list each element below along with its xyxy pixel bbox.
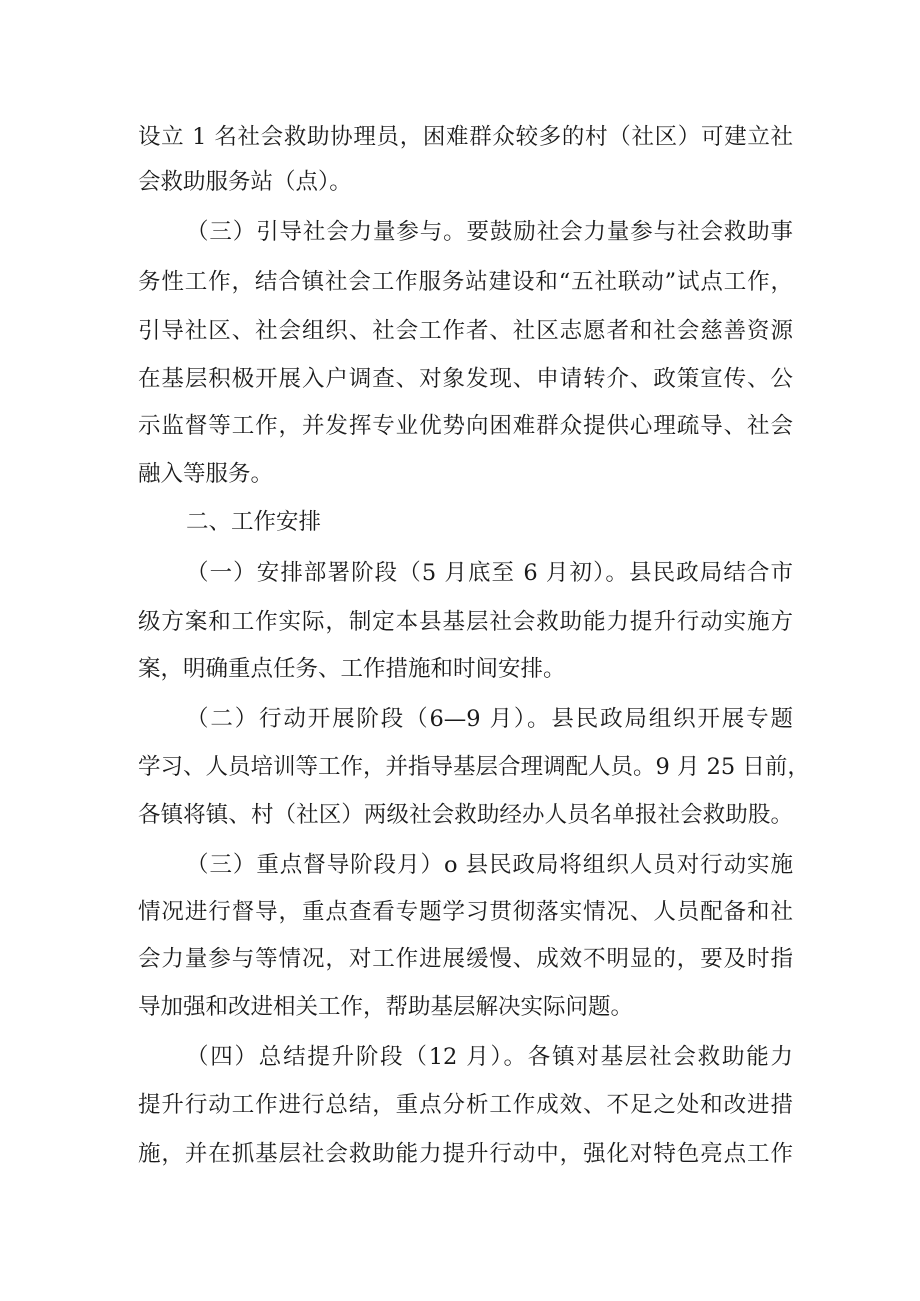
text-line: 级方案和工作实际，制定本县基层社会救助能力提升行动实施方 bbox=[138, 609, 793, 635]
text-line: （四）总结提升阶段（12 月）。各镇对基层社会救助能力 bbox=[186, 1044, 793, 1070]
text-line: 设立 1 名社会救助协理员，困难群众较多的村（社区）可建立社 bbox=[138, 124, 793, 150]
text-line: 融入等服务。 bbox=[138, 461, 274, 487]
text-line: （三）重点督导阶段月）o 县民政局将组织人员对行动实施 bbox=[186, 852, 793, 878]
text-line: 引导社区、社会组织、社会工作者、社区志愿者和社会慈善资源 bbox=[138, 318, 793, 344]
text-line: （二）行动开展阶段（6—9 月）。县民政局组织开展专题 bbox=[186, 706, 793, 732]
text-line: 案，明确重点任务、工作措施和时间安排。 bbox=[138, 656, 566, 682]
text-line: 施，并在抓基层社会救助能力提升行动中，强化对特色亮点工作 bbox=[138, 1141, 793, 1167]
text-line: 提升行动工作进行总结，重点分析工作成效、不足之处和改进措 bbox=[138, 1092, 793, 1118]
text-line: 导加强和改进相关工作，帮助基层解决实际问题。 bbox=[138, 994, 634, 1020]
text-line: 会力量参与等情况，对工作进展缓慢、成效不明显的，要及时指 bbox=[138, 946, 793, 972]
text-line: （一）安排部署阶段（5 月底至 6 月初）。县民政局结合市 bbox=[186, 560, 793, 586]
text-line: 示监督等工作，并发挥专业优势向困难群众提供心理疏导、社会 bbox=[138, 413, 793, 439]
text-line: 在基层积极开展入户调查、对象发现、申请转介、政策宣传、公 bbox=[138, 366, 793, 392]
text-line: 各镇将镇、村（社区）两级社会救助经办人员名单报社会救助股。 bbox=[138, 802, 793, 828]
text-line: 学习、人员培训等工作，并指导基层合理调配人员。9 月 25 日前， bbox=[138, 754, 810, 780]
text-line: 务性工作，结合镇社会工作服务站建设和“五社联动”试点工作， bbox=[138, 269, 793, 295]
text-line: 会救助服务站（点）。 bbox=[138, 169, 352, 195]
section-heading: 二、工作安排 bbox=[186, 509, 322, 535]
text-line: （三）引导社会力量参与。要鼓励社会力量参与社会救助事 bbox=[186, 219, 793, 245]
text-line: 情况进行督导，重点查看专题学习贯彻落实情况、人员配备和社 bbox=[138, 899, 793, 925]
